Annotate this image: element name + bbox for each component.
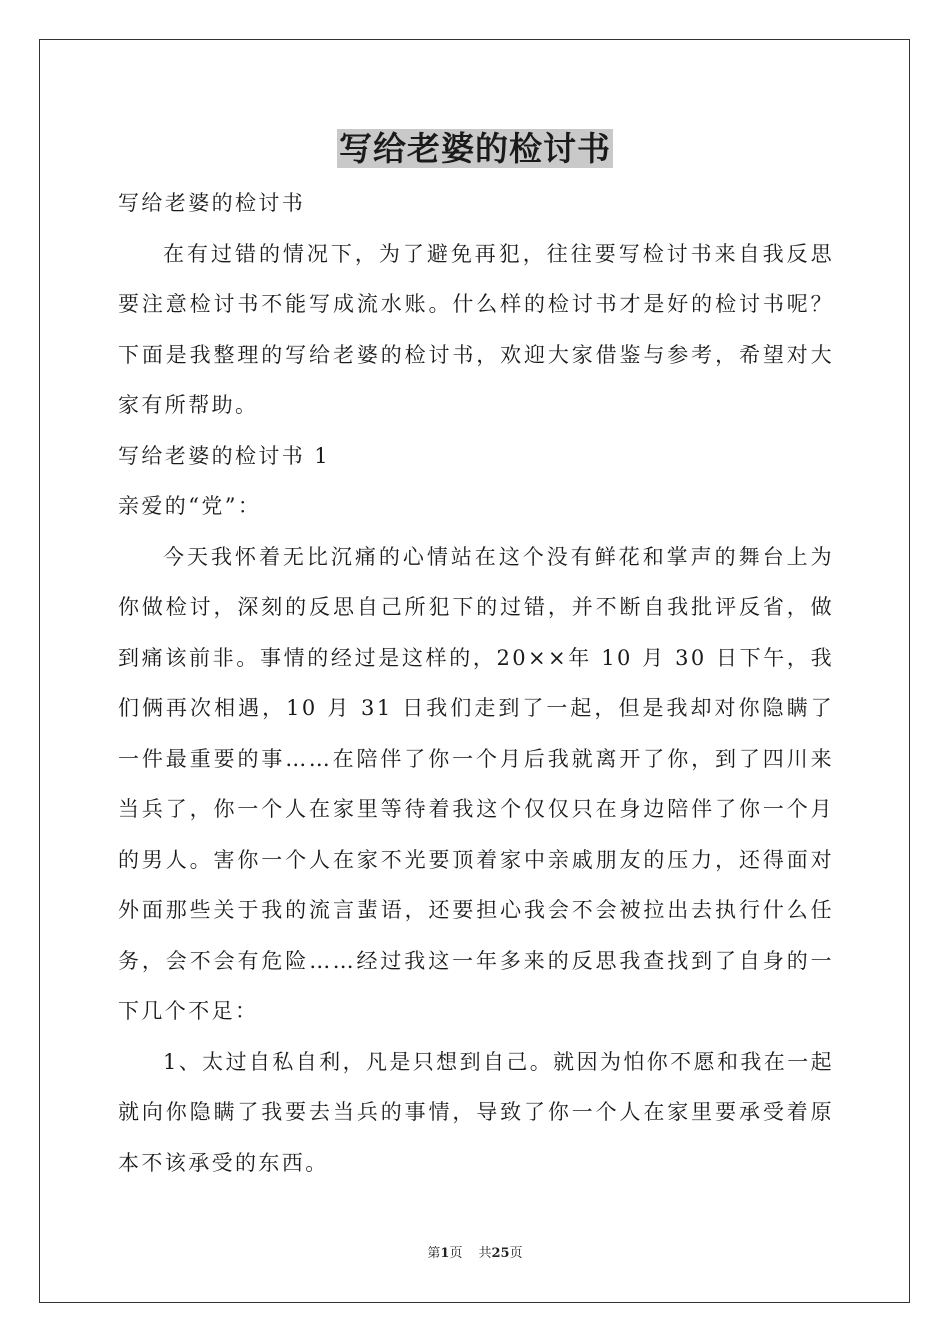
page-unit: 页 (449, 1246, 463, 1261)
subtitle-paragraph: 写给老婆的检讨书 (118, 191, 306, 215)
document-body (118, 178, 834, 1188)
page-prefix: 第 (427, 1246, 441, 1261)
total-unit: 页 (509, 1246, 523, 1261)
document-title-text: 写给老婆的检讨书 (339, 129, 611, 168)
body-paragraph: 今天我怀着无比沉痛的心情站在这个没有鲜花和掌声的舞台上为你做检讨，深刻的反思自己所犯下的过错，并不断自我批评反省，做到痛该前非。事情的经过是这样的，20××年 10 月 30 日下午，我们俩再次相遇，10 月 31 日我们走到了一起，但是我却对你隐瞒了一件最重要的事……在陪伴了你一个月后我就离开了你，到了四川来当兵了，你一个人在家里等待着我这个仅仅只在身边陪伴了你一个月的男人。害你一个人在家不光要顶着家中亲戚朋友的压力，还得面对外面那些关于我的流言蜚语，还要担心我会不会被拉出去执行什么任务，会不会有危险……经过我这一年多来的反思我查找到了自身的一下几个不足： (118, 544, 834, 1023)
point-paragraph: 1、太过自私自利，凡是只想到自己。就因为怕你不愿和我在一起就向你隐瞒了我要去当兵的事情，导致了你一个人在家里要承受着原本不该承受的东西。 (118, 1049, 834, 1175)
intro-paragraph: 在有过错的情况下，为了避免再犯，往往要写检讨书来自我反思要注意检讨书不能写成流水账。什么样的检讨书才是好的检讨书呢？下面是我整理的写给老婆的检讨书，欢迎大家借鉴与参考，希望对大家有所帮助。 (118, 241, 834, 417)
page-footer (0, 1245, 950, 1263)
page-current: 1 (440, 1246, 450, 1261)
page-total: 25 (491, 1246, 510, 1261)
section-heading: 写给老婆的检讨书 1 (118, 443, 331, 468)
total-prefix: 共 (478, 1246, 492, 1261)
salutation: 亲爱的“党”： (118, 494, 262, 518)
document-title (0, 126, 950, 172)
